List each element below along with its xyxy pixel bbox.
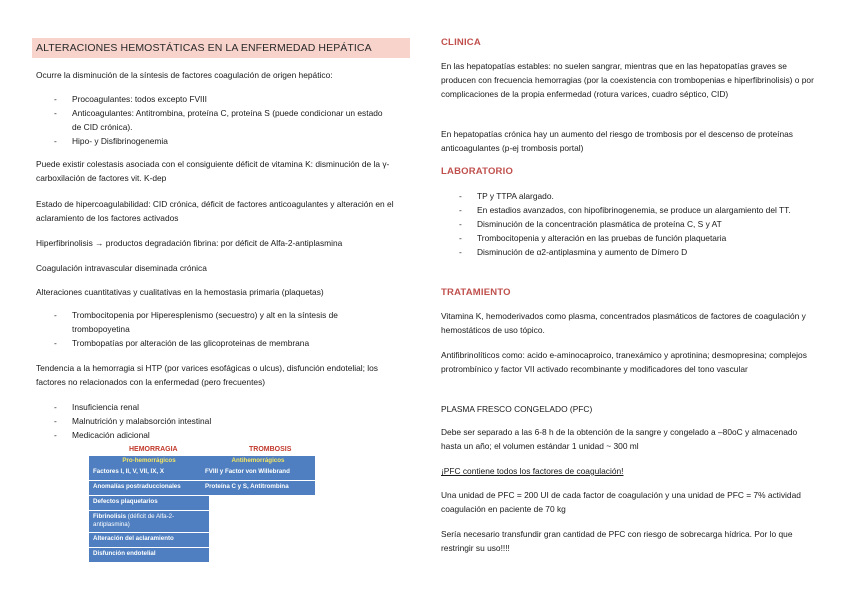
list-item: - Trombopatías por alteración de las glicoproteinas de membrana xyxy=(54,336,394,350)
hemorragia-row: Defectos plaquetarios xyxy=(89,496,209,511)
plaquetas-text: Alteraciones cuantitativas y cualitativas en la hemostasia primaria (plaquetas) xyxy=(36,287,324,297)
pro-hemorragicos-label: Pro-hemorrágicos xyxy=(89,456,209,466)
intro-list xyxy=(54,92,394,148)
tendencia-list xyxy=(54,400,394,442)
plaquetas-list xyxy=(54,308,394,350)
list-item: - TP y TTPA alargado. xyxy=(459,189,817,203)
list-item: - Medicación adicional xyxy=(54,428,394,442)
list-item: - Malnutrición y malabsorción intestinal xyxy=(54,414,394,428)
page-title: ALTERACIONES HEMOSTÁTICAS EN LA ENFERMEDAD HEPÁTICA xyxy=(36,42,372,54)
laboratorio-heading: LABORATORIO xyxy=(441,166,514,177)
tendencia-text: Tendencia a la hemorragia si HTP (por varices esofágicas o ulcus), disfunción endotelial; los factores no relacionados con la enfermedad (pero frecuentes) xyxy=(36,363,378,387)
hemorragia-header: HEMORRAGIA xyxy=(129,446,178,453)
pfc-heading: PLASMA FRESCO CONGELADO (PFC) xyxy=(441,404,593,414)
clinica-text-1: En las hepatopatías estables: no suelen sangrar, mientras que en las hepatopatías graves se producen con frecuencia hemorragias (por la coexistencia con trombopenias e hiperfibrinolisis) o por complicaciones de la propia enfermedad (rotura varices, cuadro séptico, CID) xyxy=(441,61,814,99)
intro-text: Ocurre la disminución de la síntesis de factores coagulación de origen hepático: xyxy=(36,70,333,80)
fibrinolisis-label: Fibrinolisis xyxy=(93,513,127,520)
trombosis-row: Proteína C y S, Antitrombina xyxy=(201,481,315,496)
hipercoag-text: Estado de hipercoagulabilidad: CID crónica, déficit de factores anticoagulantes y alteración en el aclaramiento de los factores activados xyxy=(36,199,394,223)
list-item: - Procoagulantes: todos excepto FVIII xyxy=(54,92,394,106)
clinica-text-2: En hepatopatías crónica hay un aumento del riesgo de trombosis por el descenso de proteínas anticoagulantes (p-ej trombosis portal) xyxy=(441,129,793,153)
trombosis-header: TROMBOSIS xyxy=(249,446,292,453)
pfc-text-3: Una unidad de PFC = 200 UI de cada factor de coagulación y una unidad de PFC = 7% actividad coagulación en paciente de 70 kg xyxy=(441,490,801,514)
list-item: - Disminución de α2-antiplasmina y aumento de Dímero D xyxy=(459,245,817,259)
list-item: - Hipo- y Disfibrinogenemia xyxy=(54,134,394,148)
hemorragia-row: Anomalías postraduccionales xyxy=(89,481,209,496)
list-item: - Anticoagulantes: Antitrombina, proteína C, proteína S (puede condicionar un estado de CID crónica). xyxy=(54,106,394,134)
tratamiento-text-2: Antifibrinolíticos como: acido e-aminocaproico, tranexámico y aprotinina; desmopresina; complejos protrombínico y factor VII activado recombinante y modificadores del tono vascular xyxy=(441,350,807,374)
list-item: - En estadios avanzados, con hipofibrinogenemia, se produce un alargamiento del TT. xyxy=(459,203,817,217)
hemostasis-figure xyxy=(89,446,339,564)
list-item: - Disminución de la concentración plasmática de proteína C, S y AT xyxy=(459,217,817,231)
tratamiento-text-1: Vitamina K, hemoderivados como plasma, concentrados plasmáticos de factores de coagulación y hemostáticos de uso tópico. xyxy=(441,311,806,335)
hemorragia-row: Disfunción endotelial xyxy=(89,548,209,563)
laboratorio-list xyxy=(459,189,817,259)
trombosis-row: FVIII y Factor von Willebrand xyxy=(201,466,315,481)
tratamiento-heading: TRATAMIENTO xyxy=(441,287,511,298)
colestasis-text: Puede existir colestasis asociada con el consiguiente déficit de vitamina K: disminución de la γ-carboxilación de factores vit. K-dep xyxy=(36,159,390,183)
hiperfib-text: Hiperfibrinolisis → productos degradación fibrina: por déficit de Alfa-2-antiplasmina xyxy=(36,238,343,248)
hemorragia-row-fibrinolisis xyxy=(89,511,209,533)
list-item: - Trombocitopenia por Hiperesplenismo (secuestro) y alt en la síntesis de trombopoyetina xyxy=(54,308,394,336)
fibrinolisis-note: (déficit de Alfa-2-antiplasmina) xyxy=(93,513,175,528)
anti-hemorragicos-label: Antihemorrágicos xyxy=(201,456,315,466)
pfc-text-4: Sería necesario transfundir gran cantidad de PFC con riesgo de sobrecarga hídrica. Por lo que restringir su uso!!!! xyxy=(441,529,793,553)
list-item: - Insuficiencia renal xyxy=(54,400,394,414)
list-item: - Trombocitopenia y alteración en las pruebas de función plaquetaria xyxy=(459,231,817,245)
hemorragia-row: Factores I, II, V, VII, IX, X xyxy=(89,466,209,481)
pfc-text-1: Debe ser separado a las 6-8 h de la obtención de la sangre y congelado a –80oC y almacenado hasta un año; el volumen estándar 1 unidad ~ 300 ml xyxy=(441,427,798,451)
clinica-heading: CLINICA xyxy=(441,37,481,48)
pfc-text-2: ¡PFC contiene todos los factores de coagulación! xyxy=(441,466,624,476)
hemorragia-row: Alteración del aclaramiento xyxy=(89,533,209,548)
cid-text: Coagulación intravascular diseminada crónica xyxy=(36,263,207,273)
